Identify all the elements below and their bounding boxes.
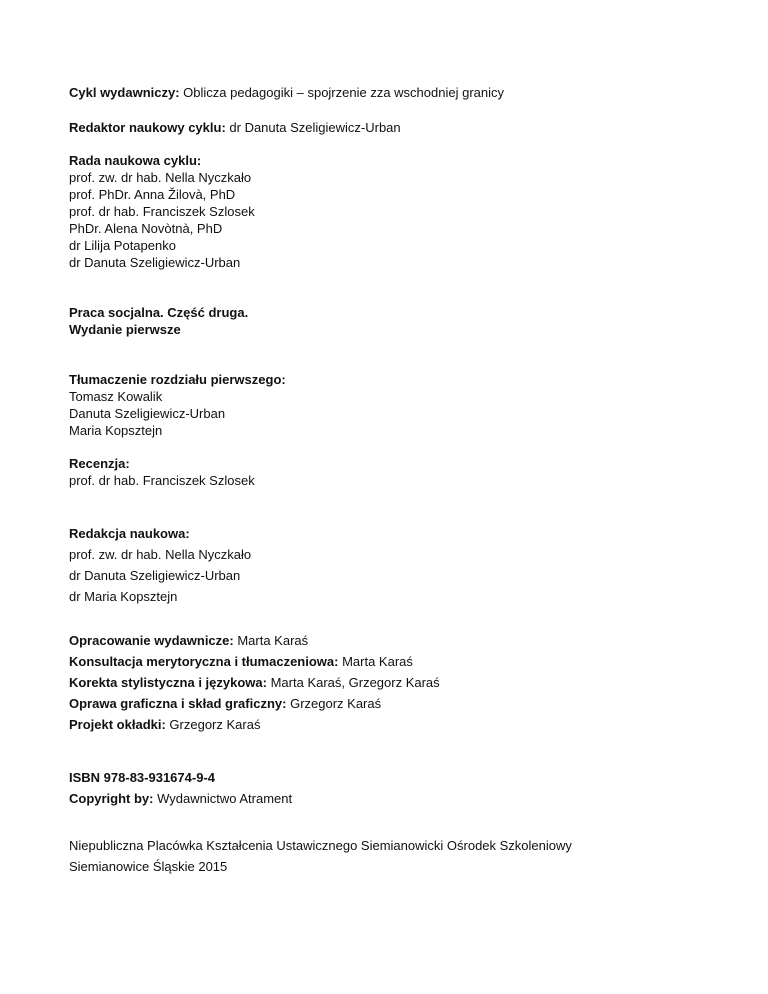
credit-value: Marta Karaś	[338, 654, 413, 669]
book-title-block	[69, 304, 248, 338]
council-member: prof. dr hab. Franciszek Szlosek	[69, 204, 255, 219]
credit-line	[69, 651, 440, 672]
credit-line	[69, 693, 440, 714]
cycle-editor-value: dr Danuta Szeligiewicz-Urban	[225, 120, 401, 135]
scientific-editor-name: dr Danuta Szeligiewicz-Urban	[69, 568, 241, 583]
translator-name: Danuta Szeligiewicz-Urban	[69, 406, 226, 421]
publisher-name: Niepubliczna Placówka Kształcenia Ustawicznego Siemianowicki Ośrodek Szkoleniowy	[69, 838, 572, 853]
council-member: PhDr. Alena Novòtnà, PhD	[69, 221, 223, 236]
reviewer-name: prof. dr hab. Franciszek Szlosek	[69, 473, 255, 488]
cycle-editor-line	[69, 119, 401, 136]
isbn-block	[69, 767, 292, 809]
council-member: dr Lilija Potapenko	[69, 238, 176, 253]
book-title: Praca socjalna. Część druga.	[69, 305, 249, 320]
cycle-value: Oblicza pedagogiki – spojrzenie zza wschodniej granicy	[179, 85, 505, 100]
cycle-line	[69, 84, 504, 101]
scientific-editing-block	[69, 523, 251, 607]
credit-label: Korekta stylistyczna i językowa:	[69, 675, 267, 690]
credit-value: Marta Karaś, Grzegorz Karaś	[266, 675, 440, 690]
review-heading: Recenzja:	[69, 456, 130, 471]
council-heading: Rada naukowa cyklu:	[69, 153, 202, 168]
credit-label: Konsultacja merytoryczna i tłumaczeniowa:	[69, 654, 339, 669]
credit-label: Oprawa graficzna i skład graficzny:	[69, 696, 287, 711]
council-member: prof. zw. dr hab. Nella Nyczkało	[69, 170, 252, 185]
credit-label: Opracowanie wydawnicze:	[69, 633, 234, 648]
isbn-number: ISBN 978-83-931674-9-4	[69, 770, 215, 785]
scientific-council	[69, 152, 255, 271]
copyright-label: Copyright by:	[69, 791, 154, 806]
credit-value: Grzegorz Karaś	[286, 696, 382, 711]
review-block	[69, 455, 255, 489]
copyright-line	[69, 788, 292, 809]
cycle-label: Cykl wydawniczy:	[69, 85, 180, 100]
cycle-editor-label: Redaktor naukowy cyklu:	[69, 120, 226, 135]
credit-line	[69, 630, 440, 651]
translator-name: Tomasz Kowalik	[69, 389, 163, 404]
copyright-value: Wydawnictwo Atrament	[153, 791, 293, 806]
credit-label: Projekt okładki:	[69, 717, 166, 732]
council-member: prof. PhDr. Anna Žilovà, PhD	[69, 187, 236, 202]
credit-value: Grzegorz Karaś	[165, 717, 261, 732]
scientific-editor-name: dr Maria Kopsztejn	[69, 589, 178, 604]
translation-heading: Tłumaczenie rozdziału pierwszego:	[69, 372, 286, 387]
scientific-editing-heading: Redakcja naukowa:	[69, 526, 190, 541]
credits-block	[69, 630, 440, 735]
council-member: dr Danuta Szeligiewicz-Urban	[69, 255, 241, 270]
publisher-place-year: Siemianowice Śląskie 2015	[69, 859, 228, 874]
publisher-block	[69, 835, 572, 877]
credit-line	[69, 672, 440, 693]
scientific-editor-name: prof. zw. dr hab. Nella Nyczkało	[69, 547, 252, 562]
translator-name: Maria Kopsztejn	[69, 423, 163, 438]
book-edition: Wydanie pierwsze	[69, 322, 181, 337]
credit-value: Marta Karaś	[233, 633, 309, 648]
credit-line	[69, 714, 440, 735]
translation-block	[69, 371, 286, 439]
